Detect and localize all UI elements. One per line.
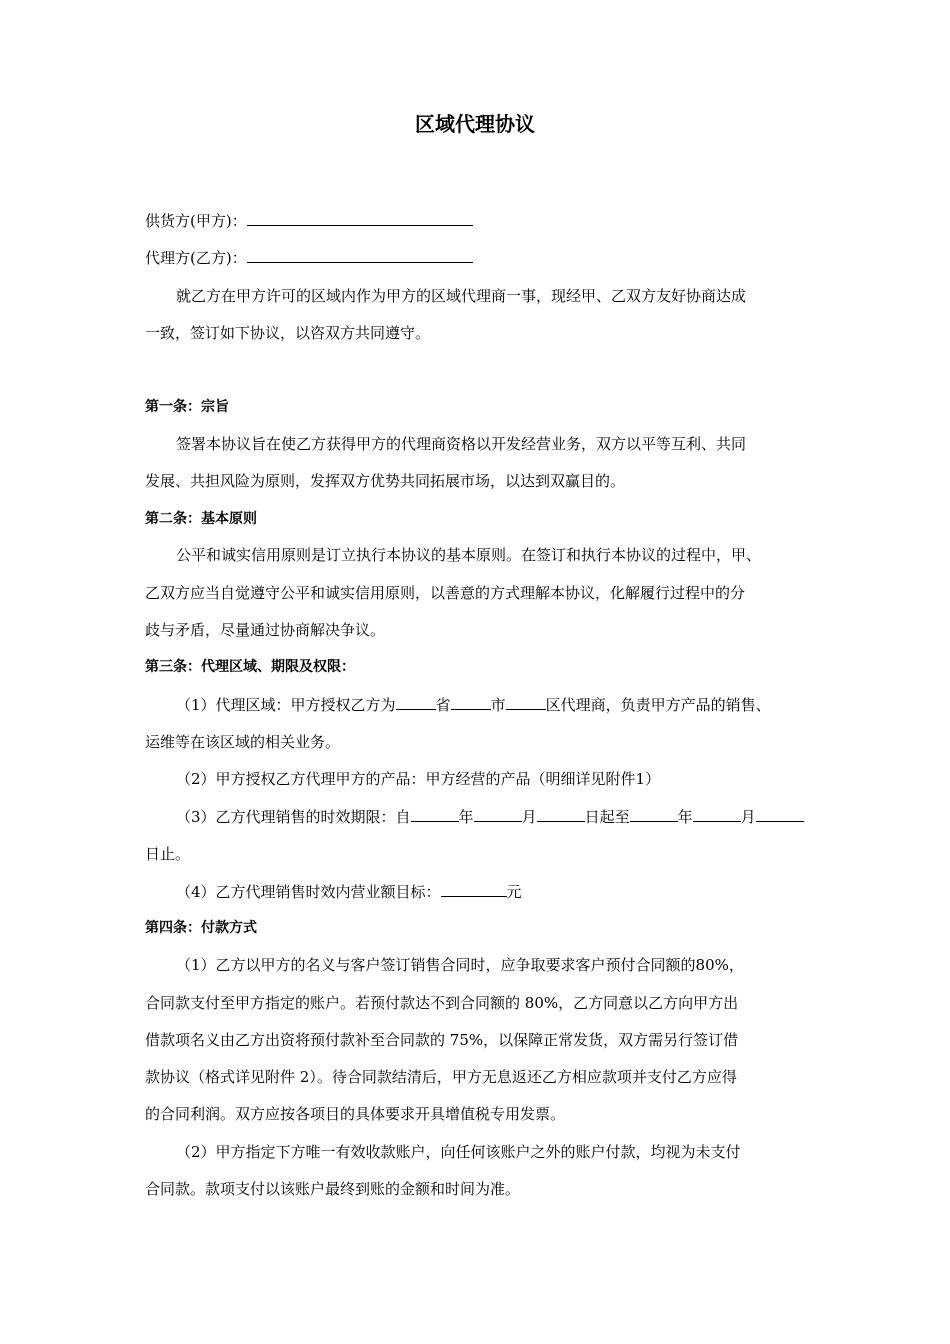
district-blank [506, 694, 546, 710]
article-3-item-1 [176, 694, 771, 715]
province-blank [396, 694, 436, 710]
article-2-line: 歧与矛盾，尽量通过协商解决争议。 [145, 621, 386, 639]
end-day-blank [756, 806, 804, 822]
intro-line: 一致，签订如下协议，以咨双方共同遵守。 [145, 324, 431, 342]
item-4-text: （4）乙方代理销售时效内营业额目标： [176, 883, 441, 901]
article-2-line: 公平和诚实信用原则是订立执行本协议的基本原则。在签订和执行本协议的过程中，甲、 [176, 546, 762, 564]
article-3-item-3 [176, 806, 804, 827]
article-1-line: 签署本协议旨在使乙方获得甲方的代理商资格以开发经营业务，双方以平等互利、共同 [176, 435, 747, 453]
province-label: 省 [435, 696, 451, 714]
article-4-heading: 第四条：付款方式 [145, 920, 257, 936]
intro-line: 就乙方在甲方许可的区域内作为甲方的区域代理商一事，现经甲、乙双方友好协商达成 [176, 287, 747, 305]
article-3-item-1-cont: 运维等在该区域的相关业务。 [145, 733, 341, 751]
start-day-blank [537, 806, 585, 822]
party-b-blank [247, 247, 473, 263]
article-4-p1-line: 的合同利润。双方应按各项目的具体要求开具增值税专用发票。 [145, 1105, 566, 1123]
year-label: 年 [458, 808, 474, 826]
article-1-heading: 第一条：宗旨 [145, 399, 229, 415]
start-month-blank [474, 806, 522, 822]
month-label: 月 [521, 808, 537, 826]
article-2-line: 乙双方应当自觉遵守公平和诚实信用原则，以善意的方式理解本协议，化解履行过程中的分 [145, 584, 746, 602]
year-label: 年 [677, 808, 693, 826]
item-1-text-end: 区代理商，负责甲方产品的销售、 [545, 696, 771, 714]
month-label: 月 [740, 808, 756, 826]
party-b-label: 代理方(乙方)： [145, 249, 247, 267]
item-3-text: （3）乙方代理销售的时效期限：自 [176, 808, 411, 826]
article-3-item-2: （2）甲方授权乙方代理甲方的产品：甲方经营的产品（明细详见附件1） [176, 770, 661, 788]
day-from-label: 日起至 [584, 808, 630, 826]
article-3-heading: 第三条：代理区域、期限及权限： [145, 659, 355, 675]
article-4-p2-line: （2）甲方指定下方唯一有效收款账户，向任何该账户之外的账户付款，均视为未支付 [176, 1143, 741, 1161]
party-a-line [145, 210, 473, 231]
article-2-heading: 第二条：基本原则 [145, 511, 257, 527]
article-3-item-4 [176, 881, 522, 902]
article-4-p1-line: 借款项名义由乙方出资将预付款补至合同款的 75%，以保障正常发货，双方需另行签订借 [145, 1031, 739, 1049]
party-a-blank [247, 210, 473, 226]
article-4-p1-line: 款协议（格式详见附件 2）。待合同款结清后，甲方无息返还乙方相应款项并支付乙方应得 [145, 1068, 737, 1086]
article-4-p1-line: （1）乙方以甲方的名义与客户签订销售合同时，应争取要求客户预付合同额的80%， [176, 956, 744, 974]
party-a-label: 供货方(甲方)： [145, 212, 247, 230]
amount-blank [441, 881, 507, 897]
unit-label: 元 [506, 883, 522, 901]
document-title: 区域代理协议 [415, 112, 535, 136]
start-year-blank [411, 806, 459, 822]
end-year-blank [630, 806, 678, 822]
article-4-p2-line: 合同款。款项支付以该账户最终到账的金额和时间为准。 [145, 1180, 521, 1198]
article-1-line: 发展、共担风险为原则，发挥双方优势共同拓展市场，以达到双赢目的。 [145, 472, 626, 490]
party-b-line [145, 247, 473, 268]
article-4-p1-line: 合同款支付至甲方指定的账户。若预付款达不到合同额的 80%，乙方同意以乙方向甲方出 [145, 994, 739, 1012]
item-1-text: （1）代理区域：甲方授权乙方为 [176, 696, 396, 714]
city-blank [451, 694, 491, 710]
end-month-blank [693, 806, 741, 822]
article-3-item-3-cont: 日止。 [145, 845, 191, 863]
city-label: 市 [490, 696, 506, 714]
